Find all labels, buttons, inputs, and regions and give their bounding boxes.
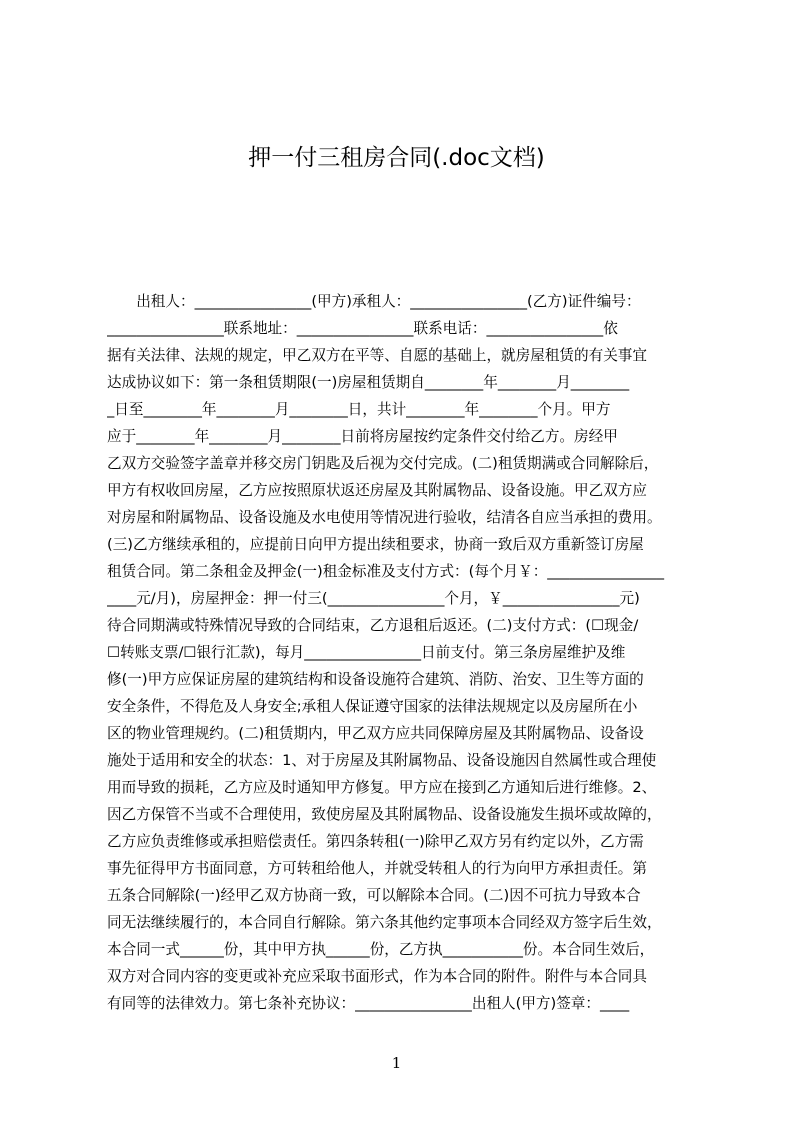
body-line: (三)乙方继续承租的，应提前日向甲方提出续租要求，协商一致后双方重新签订房屋 [107,536,644,553]
body-line: 待合同期满或特殊情况导致的合同结束，乙方退租后返还。(二)支付方式：(☐现金/ [107,617,639,634]
body-line: 乙双方交验签字盖章并移交房门钥匙及后视为交付完成。(二)租赁期满或合同解除后， [107,455,659,472]
body-line: 对房屋和附属物品、设备设施及水电使用等情况进行验收，结清各自应当承担的费用。 [107,509,662,526]
body-line: 租赁合同。第二条租金及押金(一)租金标准及支付方式：(每个月￥：________________ [107,563,665,580]
body-line: ____元/月)，房屋押金：押一付三(________________个月，￥________________元) [107,590,640,607]
body-line: ☐转账支票/☐银行汇款)，每月________________日前支付。第三条房屋维护及维 [107,644,626,661]
body-line: 事先征得甲方书面同意，方可转租给他人，并就受转租人的行为向甲方承担责任。第 [107,860,647,877]
page-number: 1 [391,1054,402,1072]
body-line: ________________联系地址：________________联系电话：________________依 [107,320,618,337]
body-line: 达成协议如下：第一条租赁期限(一)房屋租赁期自________年________月________ [107,374,630,391]
body-line: 出租人：________________(甲方)承租人：________________(乙方)证件编号： [107,293,641,310]
body-line: 乙方应负责维修或承担赔偿责任。第四条转租(一)除甲乙双方另有约定以外，乙方需 [107,833,644,850]
body-line: 区的物业管理规约。(二)租赁期内，甲乙双方应共同保障房屋及其附属物品、设备设 [107,725,644,742]
body-line: _日至________年________月________日，共计________年________个月。甲方 [107,401,611,418]
body-line: 本合同一式______份，其中甲方执______份，乙方执___________份。本合同生效后， [107,941,655,958]
body-line: 用而导致的损耗，乙方应及时通知甲方修复。甲方应在接到乙方通知后进行维修。2、 [107,779,657,796]
body-line: 因乙方保管不当或不合理使用，致使房屋及其附属物品、设备设施发生损坏或故障的， [107,806,662,823]
body-line: 应于________年________月________日前将房屋按约定条件交付给乙方。房经甲 [107,428,618,445]
body-line: 甲方有权收回房屋，乙方应按照原状返还房屋及其附属物品、设备设施。甲乙双方应 [107,482,647,499]
body-line: 有同等的法律效力。第七条补充协议：________________出租人(甲方)签章：____ [107,995,630,1012]
body-line: 施处于适用和安全的状态：1、对于房屋及其附属物品、设备设施因自然属性或合理使 [107,752,657,769]
body-line: 据有关法律、法规的规定，甲乙双方在平等、自愿的基础上，就房屋租赁的有关事宜 [107,347,647,364]
document-title: 押一付三租房合同(.doc文档) [248,145,545,171]
body-line: 修(一)甲方应保证房屋的建筑结构和设备设施符合建筑、消防、治安、卫生等方面的 [107,671,644,688]
body-line: 五条合同解除(一)经甲乙双方协商一致，可以解除本合同。(二)因不可抗力导致本合 [107,887,641,904]
body-line: 同无法继续履行的，本合同自行解除。第六条其他约定事项本合同经双方签字后生效， [107,914,662,931]
contract-body [107,288,700,1017]
body-line: 安全条件，不得危及人身安全;承租人保证遵守国家的法律法规规定以及房屋所在小 [107,698,638,715]
body-line: 双方对合同内容的变更或补充应采取书面形式，作为本合同的附件。附件与本合同具 [107,968,647,985]
